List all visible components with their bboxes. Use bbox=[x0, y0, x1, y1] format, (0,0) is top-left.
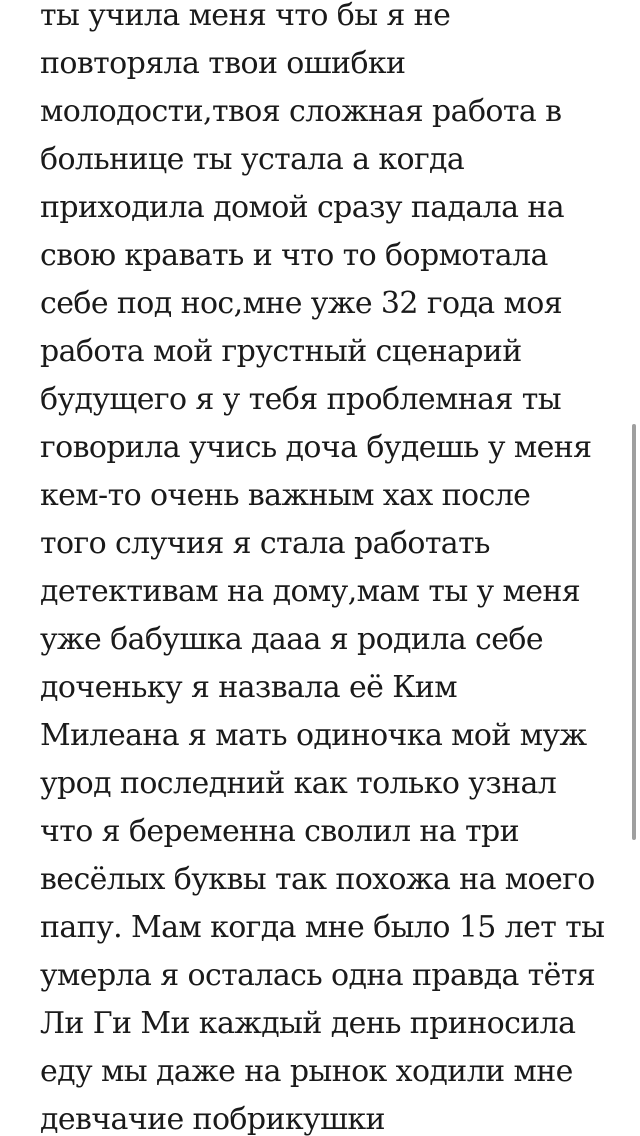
text-line: еду мы даже на рынок ходили мне bbox=[40, 1054, 573, 1089]
text-line: весёлых буквы так похожа на моего bbox=[40, 862, 595, 897]
story-text bbox=[40, 0, 620, 1136]
vertical-scrollbar[interactable] bbox=[632, 424, 636, 840]
text-line: кем-то очень важным хах после bbox=[40, 478, 531, 513]
text-line: того случия я стала работать bbox=[40, 526, 490, 561]
text-line: детективам на дому,мам ты у меня bbox=[40, 574, 581, 609]
text-line: умерла я осталась одна правда тётя bbox=[40, 958, 596, 993]
text-line: больнице ты устала а когда bbox=[40, 142, 465, 177]
text-line: урод последний как только узнал bbox=[40, 766, 557, 801]
text-line: свою кравать и что то бормотала bbox=[40, 238, 548, 273]
text-line: молодости,твоя сложная работа в bbox=[40, 94, 562, 129]
text-line: доченьку я назвала её Ким bbox=[40, 670, 457, 705]
text-line: уже бабушка дааа я родила себе bbox=[40, 622, 543, 657]
text-line: работа мой грустный сценарий bbox=[40, 334, 522, 369]
text-line: что я беременна сволил на три bbox=[40, 814, 519, 849]
text-line: Милеана я мать одиночка мой муж bbox=[40, 718, 587, 753]
text-line: себе под нос,мне уже 32 года моя bbox=[40, 286, 563, 321]
text-line: Ли Ги Ми каждый день приносила bbox=[40, 1006, 576, 1041]
text-line: приходила домой сразу падала на bbox=[40, 190, 565, 225]
text-line: ты учила меня что бы я не bbox=[40, 0, 451, 33]
text-line: девчачие побрикушки bbox=[40, 1102, 385, 1136]
text-line: папу. Мам когда мне было 15 лет ты bbox=[40, 910, 605, 945]
text-line: говорила учись доча будешь у меня bbox=[40, 430, 592, 465]
text-line: будущего я у тебя проблемная ты bbox=[40, 382, 562, 417]
text-line: повторяла твои ошибки bbox=[40, 46, 406, 81]
